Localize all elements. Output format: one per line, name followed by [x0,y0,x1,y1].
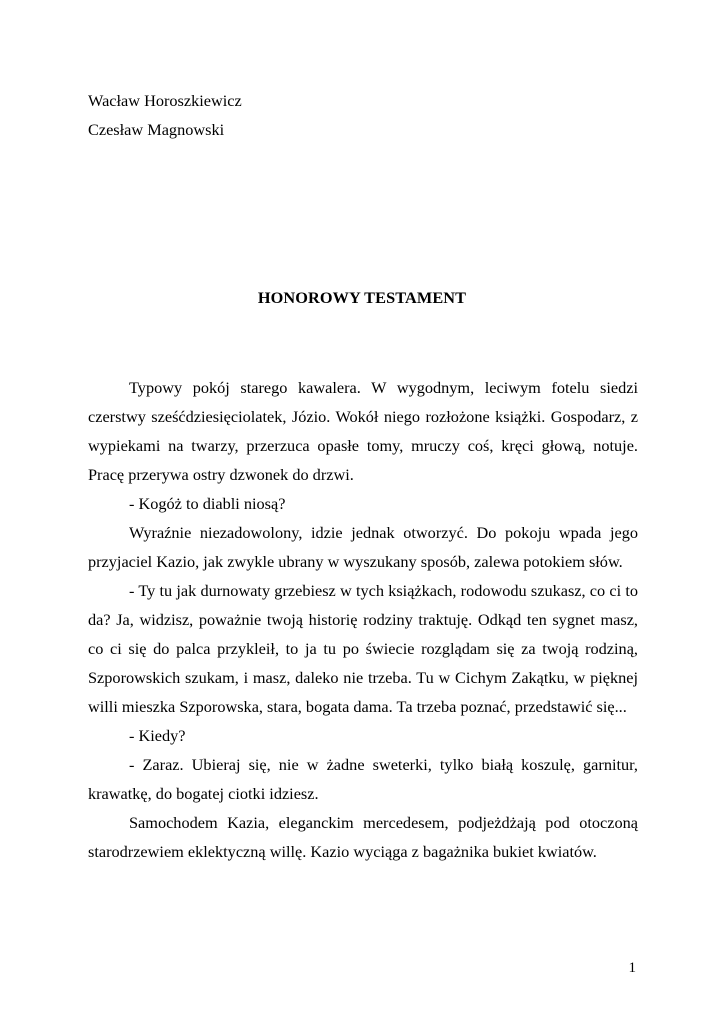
body-text [88,373,638,866]
paragraph: - Zaraz. Ubieraj się, nie w żadne sweterki, tylko białą koszulę, garnitur, krawatkę, do bogatej ciotki idziesz. [88,755,638,803]
paragraph: - Kogóż to diabli niosą? [129,494,286,513]
page-number: 1 [628,960,636,976]
paragraph: Typowy pokój starego kawalera. W wygodnym, leciwym fotelu siedzi czerstwy sześćdziesięciolatek, Józio. Wokół niego rozłożone książki. Gospodarz, z wypiekami na twarzy, przerzuca opasłe tomy, mruczy coś, kręci głową, notuje. Pracę przerywa ostry dzwonek do drzwi. [88,378,638,484]
author-name: Czesław Magnowski [88,120,225,139]
document-title: HONOROWY TESTAMENT [257,288,467,307]
paragraph: - Kiedy? [129,726,186,745]
paragraph: Samochodem Kazia, eleganckim mercedesem, podjeżdżają pod otoczoną starodrzewiem eklektyczną willę. Kazio wyciąga z bagażnika bukiet kwiatów. [88,813,638,861]
author-name: Wacław Horoszkiewicz [88,91,242,110]
paragraph: Wyraźnie niezadowolony, idzie jednak otworzyć. Do pokoju wpada jego przyjaciel Kazio, jak zwykle ubrany w wyszukany sposób, zalewa potokiem słów. [88,523,638,571]
authors [88,86,242,144]
paragraph: - Ty tu jak durnowaty grzebiesz w tych książkach, rodowodu szukasz, co ci to da? Ja, widzisz, poważnie twoją historię rodziny traktuję. Odkąd ten sygnet masz, co ci się do palca przykleił, to ja tu po świecie rozglądam się za twoją rodziną, Szporowskich szukam, i masz, daleko nie trzeba. Tu w Cichym Zakątku, w pięknej willi mieszka Szporowska, stara, bogata dama. Ta trzeba poznać, przedstawić się... [88,581,638,716]
